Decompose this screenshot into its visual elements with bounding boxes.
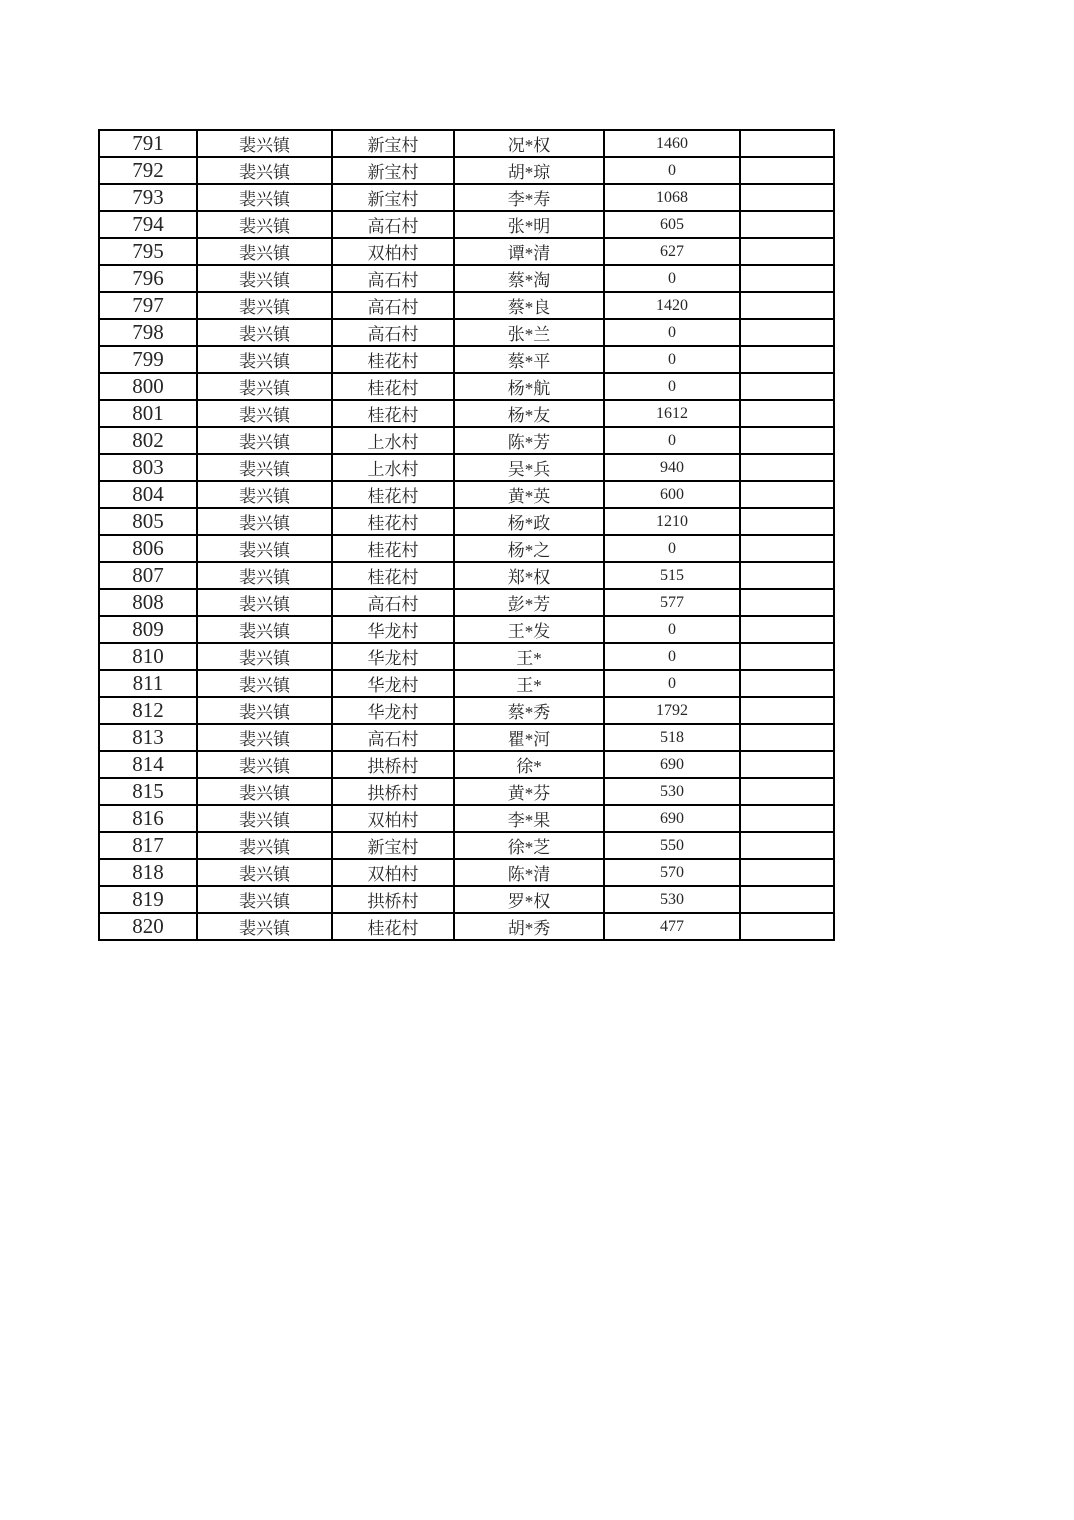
cell-town: 裴兴镇 bbox=[197, 211, 332, 238]
cell-seq: 793 bbox=[99, 184, 197, 211]
cell-seq: 804 bbox=[99, 481, 197, 508]
cell-town: 裴兴镇 bbox=[197, 454, 332, 481]
cell-name: 徐* bbox=[454, 751, 604, 778]
cell-town: 裴兴镇 bbox=[197, 535, 332, 562]
cell-value: 690 bbox=[604, 805, 740, 832]
cell-value: 577 bbox=[604, 589, 740, 616]
cell-village: 桂花村 bbox=[332, 346, 454, 373]
cell-village: 拱桥村 bbox=[332, 751, 454, 778]
table-row bbox=[99, 508, 834, 535]
cell-value: 1612 bbox=[604, 400, 740, 427]
cell-village: 桂花村 bbox=[332, 400, 454, 427]
cell-seq: 806 bbox=[99, 535, 197, 562]
cell-name: 杨*友 bbox=[454, 400, 604, 427]
cell-note bbox=[740, 778, 834, 805]
cell-note bbox=[740, 886, 834, 913]
cell-value: 0 bbox=[604, 670, 740, 697]
cell-value: 0 bbox=[604, 265, 740, 292]
cell-note bbox=[740, 454, 834, 481]
cell-value: 1210 bbox=[604, 508, 740, 535]
cell-name: 陈*芳 bbox=[454, 427, 604, 454]
cell-note bbox=[740, 589, 834, 616]
cell-seq: 791 bbox=[99, 130, 197, 157]
cell-seq: 794 bbox=[99, 211, 197, 238]
table-row bbox=[99, 265, 834, 292]
cell-seq: 797 bbox=[99, 292, 197, 319]
cell-seq: 801 bbox=[99, 400, 197, 427]
cell-name: 李*果 bbox=[454, 805, 604, 832]
cell-seq: 812 bbox=[99, 697, 197, 724]
cell-village: 华龙村 bbox=[332, 697, 454, 724]
table-row bbox=[99, 886, 834, 913]
cell-note bbox=[740, 346, 834, 373]
cell-name: 杨*政 bbox=[454, 508, 604, 535]
table-row bbox=[99, 778, 834, 805]
cell-town: 裴兴镇 bbox=[197, 616, 332, 643]
cell-village: 双柏村 bbox=[332, 859, 454, 886]
cell-name: 张*明 bbox=[454, 211, 604, 238]
cell-seq: 820 bbox=[99, 913, 197, 940]
cell-value: 0 bbox=[604, 643, 740, 670]
table-row bbox=[99, 832, 834, 859]
cell-value: 0 bbox=[604, 319, 740, 346]
cell-village: 拱桥村 bbox=[332, 778, 454, 805]
cell-town: 裴兴镇 bbox=[197, 643, 332, 670]
cell-village: 高石村 bbox=[332, 211, 454, 238]
cell-seq: 810 bbox=[99, 643, 197, 670]
cell-town: 裴兴镇 bbox=[197, 265, 332, 292]
cell-value: 530 bbox=[604, 886, 740, 913]
cell-seq: 815 bbox=[99, 778, 197, 805]
cell-value: 570 bbox=[604, 859, 740, 886]
cell-town: 裴兴镇 bbox=[197, 724, 332, 751]
cell-name: 徐*芝 bbox=[454, 832, 604, 859]
cell-name: 胡*秀 bbox=[454, 913, 604, 940]
cell-name: 彭*芳 bbox=[454, 589, 604, 616]
cell-village: 高石村 bbox=[332, 265, 454, 292]
cell-town: 裴兴镇 bbox=[197, 427, 332, 454]
table-row bbox=[99, 454, 834, 481]
cell-village: 桂花村 bbox=[332, 535, 454, 562]
cell-value: 1068 bbox=[604, 184, 740, 211]
document-page bbox=[98, 129, 835, 941]
cell-note bbox=[740, 859, 834, 886]
cell-note bbox=[740, 913, 834, 940]
cell-village: 新宝村 bbox=[332, 832, 454, 859]
cell-note bbox=[740, 319, 834, 346]
cell-seq: 816 bbox=[99, 805, 197, 832]
cell-town: 裴兴镇 bbox=[197, 562, 332, 589]
cell-village: 桂花村 bbox=[332, 913, 454, 940]
cell-note bbox=[740, 832, 834, 859]
cell-name: 蔡*良 bbox=[454, 292, 604, 319]
cell-town: 裴兴镇 bbox=[197, 913, 332, 940]
table-body bbox=[99, 130, 834, 940]
cell-name: 黄*英 bbox=[454, 481, 604, 508]
cell-seq: 813 bbox=[99, 724, 197, 751]
cell-value: 1792 bbox=[604, 697, 740, 724]
cell-value: 627 bbox=[604, 238, 740, 265]
cell-name: 黄*芬 bbox=[454, 778, 604, 805]
cell-note bbox=[740, 400, 834, 427]
cell-seq: 792 bbox=[99, 157, 197, 184]
table-row bbox=[99, 400, 834, 427]
table-row bbox=[99, 319, 834, 346]
cell-seq: 796 bbox=[99, 265, 197, 292]
cell-town: 裴兴镇 bbox=[197, 832, 332, 859]
cell-village: 新宝村 bbox=[332, 157, 454, 184]
cell-village: 新宝村 bbox=[332, 130, 454, 157]
cell-name: 蔡*淘 bbox=[454, 265, 604, 292]
cell-village: 双柏村 bbox=[332, 238, 454, 265]
cell-town: 裴兴镇 bbox=[197, 373, 332, 400]
cell-value: 530 bbox=[604, 778, 740, 805]
table-row bbox=[99, 427, 834, 454]
cell-value: 1460 bbox=[604, 130, 740, 157]
cell-note bbox=[740, 157, 834, 184]
cell-village: 上水村 bbox=[332, 427, 454, 454]
cell-note bbox=[740, 265, 834, 292]
cell-town: 裴兴镇 bbox=[197, 130, 332, 157]
cell-name: 蔡*平 bbox=[454, 346, 604, 373]
cell-value: 0 bbox=[604, 373, 740, 400]
cell-value: 0 bbox=[604, 346, 740, 373]
cell-village: 桂花村 bbox=[332, 373, 454, 400]
table-row bbox=[99, 643, 834, 670]
cell-name: 吴*兵 bbox=[454, 454, 604, 481]
table-row bbox=[99, 184, 834, 211]
cell-note bbox=[740, 427, 834, 454]
cell-value: 518 bbox=[604, 724, 740, 751]
cell-seq: 798 bbox=[99, 319, 197, 346]
cell-seq: 800 bbox=[99, 373, 197, 400]
records-table bbox=[98, 129, 835, 941]
cell-village: 拱桥村 bbox=[332, 886, 454, 913]
cell-value: 600 bbox=[604, 481, 740, 508]
cell-seq: 805 bbox=[99, 508, 197, 535]
table-row bbox=[99, 373, 834, 400]
cell-seq: 811 bbox=[99, 670, 197, 697]
cell-note bbox=[740, 751, 834, 778]
cell-name: 郑*权 bbox=[454, 562, 604, 589]
cell-note bbox=[740, 481, 834, 508]
cell-town: 裴兴镇 bbox=[197, 292, 332, 319]
cell-note bbox=[740, 535, 834, 562]
cell-note bbox=[740, 562, 834, 589]
cell-name: 王* bbox=[454, 670, 604, 697]
cell-town: 裴兴镇 bbox=[197, 184, 332, 211]
cell-town: 裴兴镇 bbox=[197, 859, 332, 886]
cell-name: 谭*清 bbox=[454, 238, 604, 265]
cell-village: 高石村 bbox=[332, 724, 454, 751]
table-row bbox=[99, 589, 834, 616]
table-row bbox=[99, 697, 834, 724]
cell-town: 裴兴镇 bbox=[197, 157, 332, 184]
cell-note bbox=[740, 724, 834, 751]
cell-note bbox=[740, 805, 834, 832]
cell-seq: 818 bbox=[99, 859, 197, 886]
cell-value: 0 bbox=[604, 157, 740, 184]
cell-name: 瞿*河 bbox=[454, 724, 604, 751]
cell-village: 桂花村 bbox=[332, 508, 454, 535]
cell-town: 裴兴镇 bbox=[197, 751, 332, 778]
cell-note bbox=[740, 292, 834, 319]
table-row bbox=[99, 751, 834, 778]
cell-town: 裴兴镇 bbox=[197, 778, 332, 805]
cell-seq: 819 bbox=[99, 886, 197, 913]
cell-village: 桂花村 bbox=[332, 481, 454, 508]
cell-note bbox=[740, 616, 834, 643]
cell-note bbox=[740, 211, 834, 238]
cell-name: 胡*琼 bbox=[454, 157, 604, 184]
cell-name: 罗*权 bbox=[454, 886, 604, 913]
cell-town: 裴兴镇 bbox=[197, 589, 332, 616]
table-row bbox=[99, 238, 834, 265]
cell-town: 裴兴镇 bbox=[197, 886, 332, 913]
cell-name: 陈*清 bbox=[454, 859, 604, 886]
cell-name: 李*寿 bbox=[454, 184, 604, 211]
cell-seq: 814 bbox=[99, 751, 197, 778]
cell-value: 515 bbox=[604, 562, 740, 589]
cell-village: 双柏村 bbox=[332, 805, 454, 832]
cell-name: 张*兰 bbox=[454, 319, 604, 346]
table-row bbox=[99, 859, 834, 886]
cell-name: 杨*之 bbox=[454, 535, 604, 562]
table-row bbox=[99, 805, 834, 832]
cell-value: 0 bbox=[604, 616, 740, 643]
cell-note bbox=[740, 670, 834, 697]
table-row bbox=[99, 670, 834, 697]
cell-name: 王*发 bbox=[454, 616, 604, 643]
cell-name: 杨*航 bbox=[454, 373, 604, 400]
cell-town: 裴兴镇 bbox=[197, 400, 332, 427]
cell-town: 裴兴镇 bbox=[197, 670, 332, 697]
cell-seq: 799 bbox=[99, 346, 197, 373]
cell-value: 605 bbox=[604, 211, 740, 238]
cell-note bbox=[740, 184, 834, 211]
cell-seq: 817 bbox=[99, 832, 197, 859]
cell-value: 477 bbox=[604, 913, 740, 940]
cell-seq: 802 bbox=[99, 427, 197, 454]
cell-value: 690 bbox=[604, 751, 740, 778]
cell-town: 裴兴镇 bbox=[197, 697, 332, 724]
table-row bbox=[99, 724, 834, 751]
table-row bbox=[99, 562, 834, 589]
cell-value: 0 bbox=[604, 535, 740, 562]
cell-value: 1420 bbox=[604, 292, 740, 319]
cell-note bbox=[740, 130, 834, 157]
cell-village: 桂花村 bbox=[332, 562, 454, 589]
cell-value: 0 bbox=[604, 427, 740, 454]
cell-seq: 803 bbox=[99, 454, 197, 481]
cell-value: 550 bbox=[604, 832, 740, 859]
cell-village: 高石村 bbox=[332, 589, 454, 616]
cell-town: 裴兴镇 bbox=[197, 508, 332, 535]
cell-town: 裴兴镇 bbox=[197, 319, 332, 346]
cell-note bbox=[740, 643, 834, 670]
table-row bbox=[99, 292, 834, 319]
table-row bbox=[99, 481, 834, 508]
cell-village: 上水村 bbox=[332, 454, 454, 481]
cell-note bbox=[740, 373, 834, 400]
cell-seq: 808 bbox=[99, 589, 197, 616]
table-row bbox=[99, 913, 834, 940]
cell-seq: 807 bbox=[99, 562, 197, 589]
cell-note bbox=[740, 508, 834, 535]
cell-village: 华龙村 bbox=[332, 643, 454, 670]
cell-village: 华龙村 bbox=[332, 670, 454, 697]
cell-town: 裴兴镇 bbox=[197, 346, 332, 373]
table-row bbox=[99, 535, 834, 562]
cell-note bbox=[740, 697, 834, 724]
cell-village: 高石村 bbox=[332, 292, 454, 319]
cell-town: 裴兴镇 bbox=[197, 805, 332, 832]
cell-name: 况*权 bbox=[454, 130, 604, 157]
table-row bbox=[99, 346, 834, 373]
cell-name: 蔡*秀 bbox=[454, 697, 604, 724]
table-row bbox=[99, 616, 834, 643]
cell-seq: 809 bbox=[99, 616, 197, 643]
cell-town: 裴兴镇 bbox=[197, 238, 332, 265]
cell-village: 华龙村 bbox=[332, 616, 454, 643]
cell-note bbox=[740, 238, 834, 265]
cell-town: 裴兴镇 bbox=[197, 481, 332, 508]
cell-village: 新宝村 bbox=[332, 184, 454, 211]
cell-name: 王* bbox=[454, 643, 604, 670]
table-row bbox=[99, 130, 834, 157]
cell-village: 高石村 bbox=[332, 319, 454, 346]
cell-seq: 795 bbox=[99, 238, 197, 265]
cell-value: 940 bbox=[604, 454, 740, 481]
table-row bbox=[99, 157, 834, 184]
table-row bbox=[99, 211, 834, 238]
